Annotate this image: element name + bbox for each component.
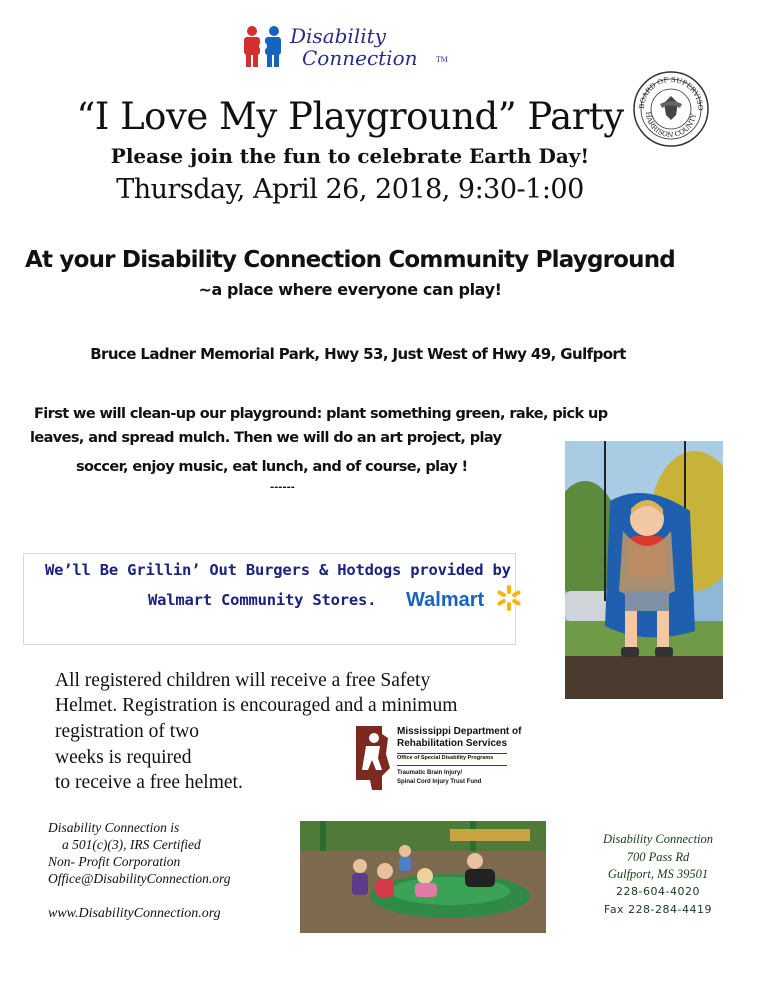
- contact-fax: Fax 228-284-4419: [604, 903, 712, 916]
- event-date: Thursday, April 26, 2018, 9:30-1:00: [116, 174, 584, 205]
- registration-line-1: All registered children will receive a free Safety: [55, 670, 431, 691]
- playground-kids-photo: [300, 821, 546, 933]
- contact-name: Disability Connection: [602, 832, 714, 846]
- grill-line-1: We’ll Be Grillin’ Out Burgers & Hotdogs provided by: [45, 561, 511, 579]
- registration-line-5: to receive a free helmet.: [55, 772, 243, 793]
- contact-phone[interactable]: 228-604-4020: [616, 885, 700, 898]
- walmart-logo-text: Walmart: [406, 589, 485, 611]
- walmart-spark-icon: [495, 584, 523, 612]
- org-website[interactable]: www.DisabilityConnection.org: [48, 906, 221, 921]
- logo-text-line1: Disability: [290, 24, 386, 48]
- mississippi-figure-icon: [352, 724, 392, 792]
- grill-line-2: Walmart Community Stores.: [148, 591, 377, 609]
- seal-top-text: BOARD OF SUPERVISO: [637, 75, 705, 111]
- location-tagline: ~a place where everyone can play!: [198, 280, 502, 299]
- event-address: Bruce Ladner Memorial Park, Hwy 53, Just West of Hwy 49, Gulfport: [90, 345, 626, 363]
- location-heading: At your Disability Connection Community Playground: [25, 247, 675, 273]
- org-email[interactable]: Office@DisabilityConnection.org: [48, 871, 231, 886]
- event-title: “I Love My Playground” Party: [76, 95, 624, 138]
- activities-line-1: First we will clean-up our playground: plant something green, rake, pick up: [34, 406, 608, 422]
- activities-line-2: leaves, and spread mulch. Then we will do an art project, play: [30, 430, 502, 446]
- contact-street: 700 Pass Rd: [626, 850, 690, 864]
- registration-line-3: registration of two: [55, 721, 200, 742]
- disability-connection-logo: [240, 22, 455, 72]
- msdrs-logo: [352, 724, 522, 794]
- org-info-line-2: a 501(c)(3), IRS Certified: [62, 837, 201, 852]
- msdrs-name-line1: Mississippi Department of: [397, 726, 522, 737]
- seal-bottom-text: HARRISON COUNTY: [643, 111, 698, 140]
- trademark-mark: TM: [436, 56, 448, 64]
- msdrs-rule-1: [397, 753, 507, 754]
- section-divider: ------: [270, 482, 295, 493]
- org-info-line-1: Disability Connection is: [48, 820, 180, 835]
- logo-text-line2: Connection: [302, 46, 418, 70]
- registration-line-2: Helmet. Registration is encouraged and a minimum: [55, 695, 458, 716]
- msdrs-name-line2: Rehabilitation Services: [397, 738, 508, 749]
- event-subtitle: Please join the fun to celebrate Earth Day!: [110, 144, 590, 168]
- msdrs-sci-line: Spinal Cord Injury Trust Fund: [397, 779, 482, 785]
- registration-line-4: weeks is required: [55, 747, 192, 768]
- puzzle-people-icon: [240, 22, 288, 70]
- msdrs-tbi-line: Traumatic Brain Injury/: [397, 770, 463, 776]
- msdrs-office-line: Office of Special Disability Programs: [397, 755, 494, 761]
- org-info-line-3: Non- Profit Corporation: [48, 854, 181, 869]
- contact-city: Gulfport, MS 39501: [607, 867, 709, 881]
- child-on-swing-photo: [565, 441, 723, 699]
- activities-line-3: soccer, enjoy music, eat lunch, and of course, play !: [76, 459, 468, 475]
- msdrs-rule-2: [397, 765, 507, 766]
